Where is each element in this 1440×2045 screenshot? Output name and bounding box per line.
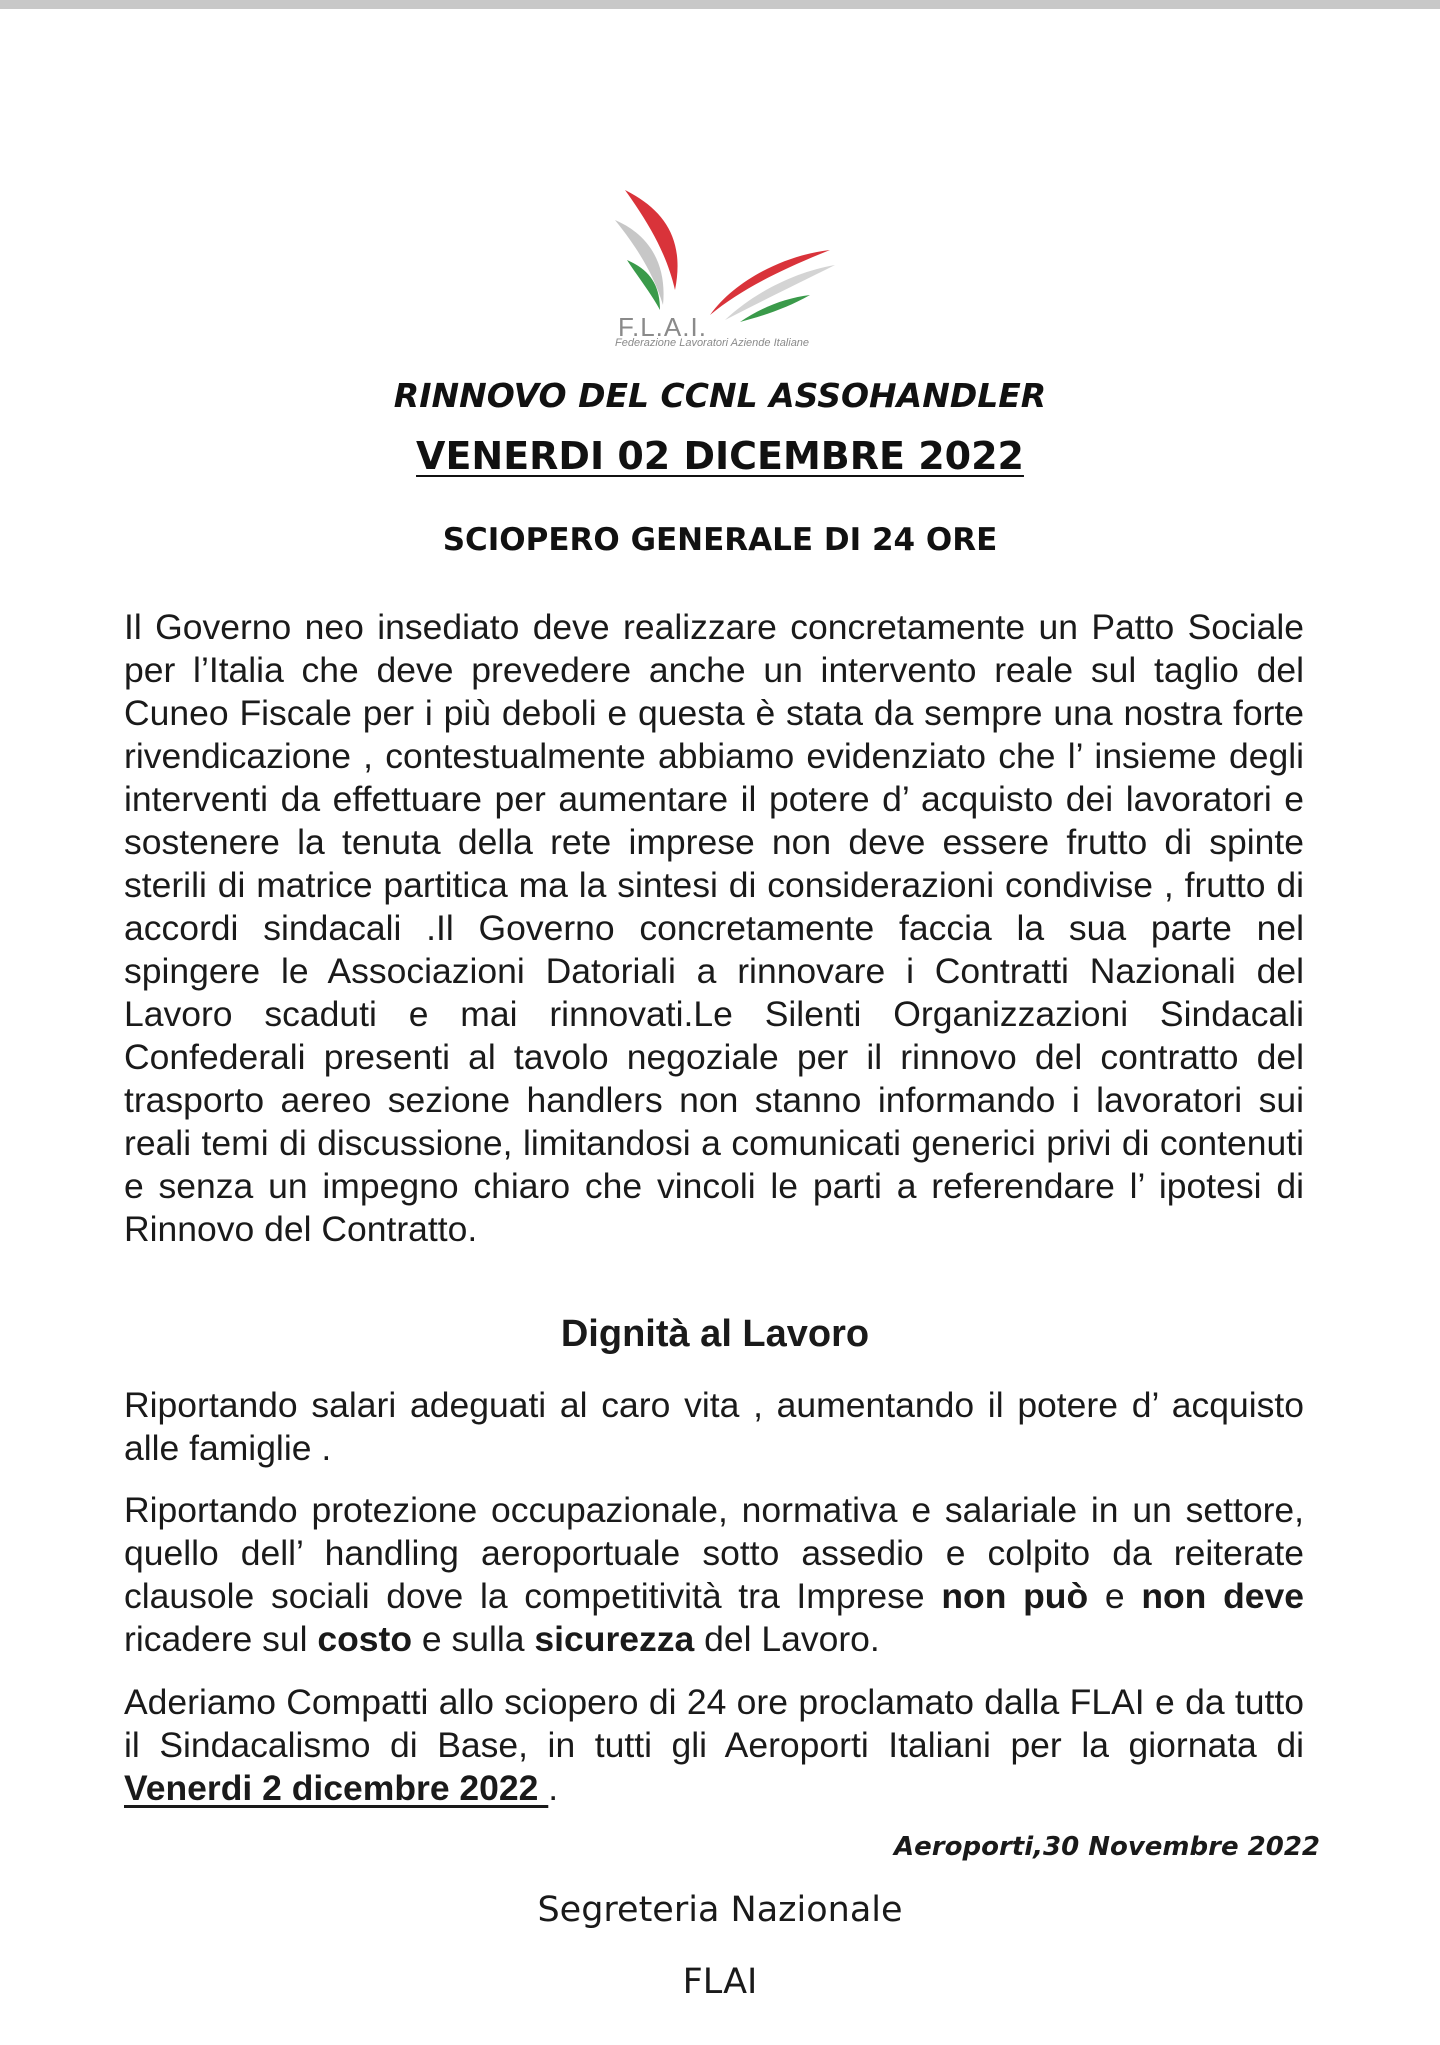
paragraph-2: Riportando salari adeguati al caro vita , aumentando il potere d’ acquisto alle famiglie . bbox=[124, 1385, 1304, 1468]
p3-text-4: e sulla bbox=[412, 1619, 535, 1659]
p3-text-2: e bbox=[1088, 1576, 1142, 1616]
p3-bold-3: costo bbox=[317, 1619, 413, 1659]
p3-bold-1: non può bbox=[941, 1576, 1089, 1616]
paragraph-3 bbox=[124, 1489, 1304, 1661]
p3-bold-2: non deve bbox=[1141, 1576, 1304, 1616]
p3-text-5: del Lavoro. bbox=[694, 1619, 880, 1659]
p4-text-1: Aderiamo Compatti allo sciopero di 24 ore proclamato dalla FLAI e da tutto il Sindacalismo di Base, in tutti gli Aeroporti Italiani per la giornata di bbox=[124, 1682, 1304, 1765]
place-and-date: Aeroporti,30 Novembre 2022 bbox=[894, 1832, 1320, 1862]
logo-full-name: Federazione Lavoratori Aziende Italiane bbox=[615, 337, 810, 349]
strike-subtitle: SCIOPERO GENERALE DI 24 ORE bbox=[442, 522, 998, 558]
p3-text-1: Riportando protezione occupazionale, normativa e salariale in un settore, quello dell’ handling aeroportuale sotto assedio e colpito da reiterate clausole sociali dove la competitività tra Imprese bbox=[124, 1490, 1304, 1616]
top-border bbox=[0, 0, 1440, 9]
section-heading: Dignità al Lavoro bbox=[560, 1313, 870, 1355]
paragraph-1: Il Governo neo insediato deve realizzare concretamente un Patto Sociale per l’Italia che deve prevedere anche un intervento reale sul taglio del Cuneo Fiscale per i più deboli e questa è stata da sempre una nostra forte rivendicazione , contestualmente abbiamo evidenziato che l’ insieme degli interventi da effettuare per aumentare il potere d’ acquisto dei lavoratori e sostenere la tenuta della rete imprese non deve essere frutto di spinte sterili di matrice partitica ma la sintesi di considerazioni condivise , frutto di accordi sindacali .Il Governo concretamente faccia la sua parte nel spingere le Associazioni Datoriali a rinnovare i Contratti Nazionali del Lavoro scaduti e mai rinnovati.Le Silenti Organizzazioni Sindacali Confederali presenti al tavolo negoziale per il rinnovo del contratto del trasporto aereo sezione handlers non stanno informando i lavoratori sui reali temi di discussione, limitandosi a comunicati generici privi di contenuti e senza un impegno chiaro che vincoli le parti a referendare l’ ipotesi di Rinnovo del Contratto. bbox=[124, 607, 1304, 1249]
document-title: RINNOVO DEL CCNL ASSOHANDLER bbox=[393, 376, 1047, 415]
p3-bold-4: sicurezza bbox=[534, 1619, 695, 1659]
strike-date-heading bbox=[0, 434, 1440, 478]
paragraph-4 bbox=[124, 1681, 1304, 1810]
logo-acronym: F.L.A.I. bbox=[618, 312, 707, 342]
p4-text-2: . bbox=[548, 1768, 559, 1808]
signature-organization: FLAI bbox=[682, 1962, 758, 2002]
signature-secretariat: Segreteria Nazionale bbox=[537, 1890, 903, 1930]
p4-strike-date: Venerdi 2 dicembre 2022 bbox=[124, 1768, 549, 1808]
strike-date-text: VENERDI 02 DICEMBRE 2022 bbox=[416, 434, 1024, 478]
p3-text-3: ricadere sul bbox=[124, 1619, 318, 1659]
